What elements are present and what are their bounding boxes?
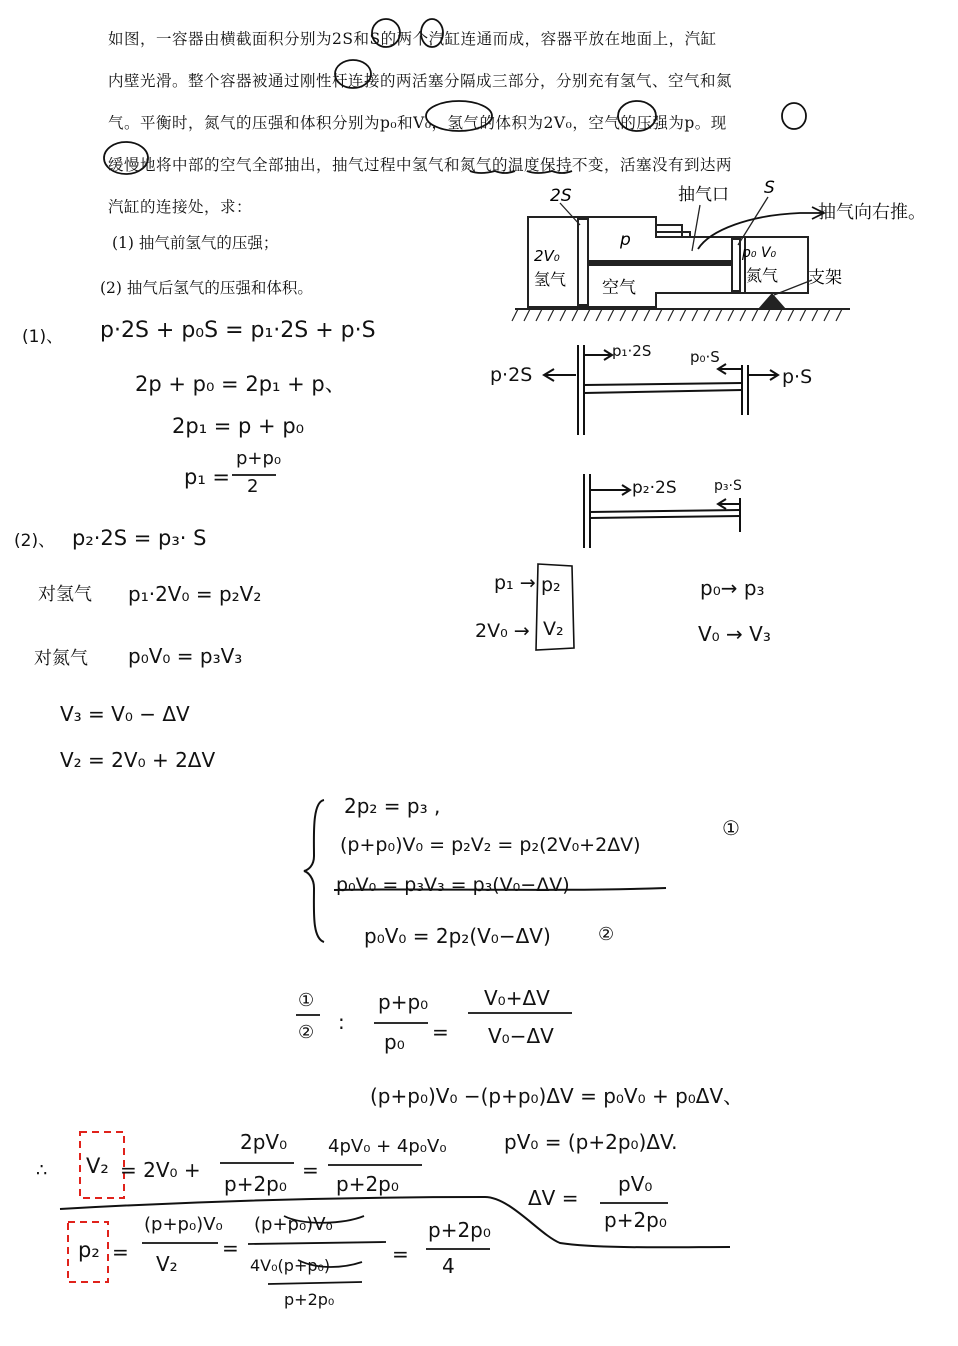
ratio-rnum: V₀+ΔV (484, 986, 550, 1010)
dv-den: p+2p₀ (604, 1208, 667, 1232)
label-p0V0: p₀ V₀ (742, 245, 777, 261)
part1-line4-den: 2 (247, 476, 259, 497)
map-box (532, 560, 580, 654)
rigid-rod (588, 260, 732, 266)
p2-f3-num: p+2p₀ (428, 1218, 491, 1242)
part1-line1: p·2S + p₀S = p₁·2S + p·S (100, 318, 376, 343)
force-diagram-1 (480, 335, 840, 445)
fraction-bar (326, 1162, 426, 1168)
part2-v3: V₃ = V₀ − ΔV (60, 702, 190, 726)
ratio-rden: V₀−ΔV (488, 1024, 554, 1048)
part2-hydrogen-eq: p₁·2V₀ = p₂V₂ (128, 582, 262, 606)
map-label: V₀ → V₃ (698, 622, 771, 646)
part2-nitrogen-label: 对氮气 (34, 648, 88, 669)
p2-eq2: = (222, 1236, 239, 1260)
part1-line3: 2p₁ = p + p₀ (172, 414, 305, 438)
pull-arrow (698, 213, 822, 249)
fraction-bar (372, 1020, 432, 1026)
p2-f1-num: (p+p₀)V₀ (144, 1214, 223, 1235)
v2-eq2: = (302, 1158, 319, 1182)
p2-f2-num: (p+p₀)V₀ (254, 1214, 333, 1235)
problem-line: 如图，一容器由横截面积分别为2S和S的两个汽缸连通而成，容器平放在地面上，汽缸 (108, 30, 717, 48)
p2-f3-den: 4 (442, 1254, 455, 1278)
v2-f2-num: 4pV₀ + 4p₀V₀ (328, 1136, 447, 1157)
fraction-bar (218, 1160, 298, 1166)
system-eq4: p₀V₀ = 2p₂(V₀−ΔV) (364, 924, 551, 948)
force-label: p₃·S (714, 478, 742, 494)
large-piston (578, 219, 588, 305)
problem-line: 缓慢地将中部的空气全部抽出，抽气过程中氢气和氮气的温度保持不变，活塞没有到达两 (108, 156, 733, 174)
p2-result-symbol: p₂ (78, 1238, 100, 1262)
p2-f2-den: 4V₀(p+p₀) (250, 1256, 331, 1275)
system-eq3-struck: p₀V₀ = p₃V₃ = p₃(V₀−ΔV) (336, 874, 570, 896)
p2-f2-den2: p+2p₀ (284, 1290, 335, 1309)
v2-f1-den: p+2p₀ (224, 1172, 287, 1196)
problem-line: 内壁光滑。整个容器被通过刚性杆连接的两活塞分隔成三部分，分别充有氢气、空气和氮 (108, 72, 733, 90)
part2-line1: p₂·2S = p₃· S (72, 526, 207, 550)
ratio-mark: ① (298, 990, 315, 1011)
system-brace (300, 796, 330, 946)
v2-result-symbol: V₂ (86, 1154, 109, 1178)
dv-num: pV₀ (618, 1172, 653, 1196)
small-piston (732, 239, 740, 291)
label-air: 空气 (602, 278, 636, 298)
label-outlet: 抽气口 (678, 185, 729, 205)
problem-line: 气。平衡时，氮气的压强和体积分别为p₀和V₀，氢气的体积为2V₀，空气的压强为p。现 (108, 114, 727, 132)
force-label: p₁·2S (612, 342, 652, 360)
map-label: p₁ → (494, 572, 536, 594)
problem-line: 汽缸的连接处，求： (108, 198, 253, 216)
circle-mark (421, 19, 443, 47)
ratio-mark: ② (298, 1022, 315, 1043)
v2-eq1: = 2V₀ + (120, 1158, 201, 1182)
system-eq2: (p+p₀)V₀ = p₂V₂ = p₂(2V₀+2ΔV) (340, 834, 641, 856)
circle-mark (372, 19, 400, 47)
map-label: p₀→ p₃ (700, 576, 765, 600)
part1-line4-lhs: p₁ = (184, 465, 231, 489)
circle-mark (104, 142, 148, 174)
ground-hatch (512, 309, 842, 321)
fraction-bar (424, 1246, 494, 1252)
circle-mark (335, 60, 371, 88)
fraction-bar (294, 1012, 324, 1018)
system-eq1: 2p₂ = p₃ , (344, 794, 441, 818)
note-pull: 抽气向右推。 (818, 202, 926, 223)
label-S: S (764, 178, 775, 198)
map-label: V₂ (543, 618, 564, 640)
label-2V0: 2V₀ (534, 247, 560, 265)
part2-nitrogen-eq: p₀V₀ = p₃V₃ (128, 644, 243, 668)
system-eq2-mark: ① (722, 816, 740, 840)
label-hydrogen: 氢气 (534, 270, 567, 289)
force-label: p₂·2S (632, 478, 677, 498)
ratio-colon: : (338, 1010, 345, 1034)
circle-mark (618, 101, 656, 131)
part1-line2: 2p + p₀ = 2p₁ + p、 (135, 372, 346, 396)
map-label: 2V₀ → (475, 620, 530, 642)
expansion: (p+p₀)V₀ −(p+p₀)ΔV = p₀V₀ + p₀ΔV、 (370, 1084, 744, 1108)
part2-v2: V₂ = 2V₀ + 2ΔV (60, 748, 216, 772)
v2-f1-num: 2pV₀ (240, 1130, 288, 1154)
circle-mark (426, 101, 492, 131)
circle-mark (782, 103, 806, 129)
underline-mark (470, 171, 515, 173)
label-nitrogen: 氮气 (746, 266, 779, 285)
strikethrough (330, 878, 670, 900)
part2-hydrogen-label: 对氢气 (38, 584, 92, 605)
cancel-marks (244, 1210, 394, 1306)
dv-lhs: ΔV = (528, 1186, 579, 1210)
therefore-sign: ∴ (36, 1160, 48, 1181)
question-1: (1) 抽气前氢气的压强； (112, 234, 279, 252)
ratio-eq: = (432, 1020, 449, 1044)
ratio-lnum: p+p₀ (378, 990, 429, 1014)
part2-number: (2)、 (14, 531, 56, 551)
fraction-bar (466, 1010, 576, 1016)
label-2S: 2S (550, 186, 572, 206)
map-label: p₂ (541, 574, 561, 596)
label-support: 支架 (808, 268, 842, 288)
p2-eq3: = (392, 1242, 409, 1266)
system-eq4-mark: ② (598, 924, 615, 945)
force-label: p·2S (490, 364, 533, 386)
label-p: p (620, 230, 631, 250)
force-label: p·S (782, 366, 813, 388)
part1-number: (1)、 (22, 327, 64, 347)
force-label: p₀·S (690, 348, 720, 366)
part1-line4-num: p+p₀ (236, 448, 282, 469)
ratio-lden: p₀ (384, 1030, 405, 1054)
p2-f1-den: V₂ (156, 1252, 178, 1276)
v2-f2-den: p+2p₀ (336, 1172, 399, 1196)
fraction-bar (230, 472, 280, 478)
underline-mark (527, 171, 572, 173)
pv-eq: pV₀ = (p+2p₀)ΔV. (504, 1130, 678, 1154)
support-triangle (758, 293, 786, 309)
fraction-bar (140, 1240, 222, 1246)
question-2: (2) 抽气后氢气的压强和体积。 (100, 279, 313, 297)
p2-eq1: = (112, 1240, 129, 1264)
